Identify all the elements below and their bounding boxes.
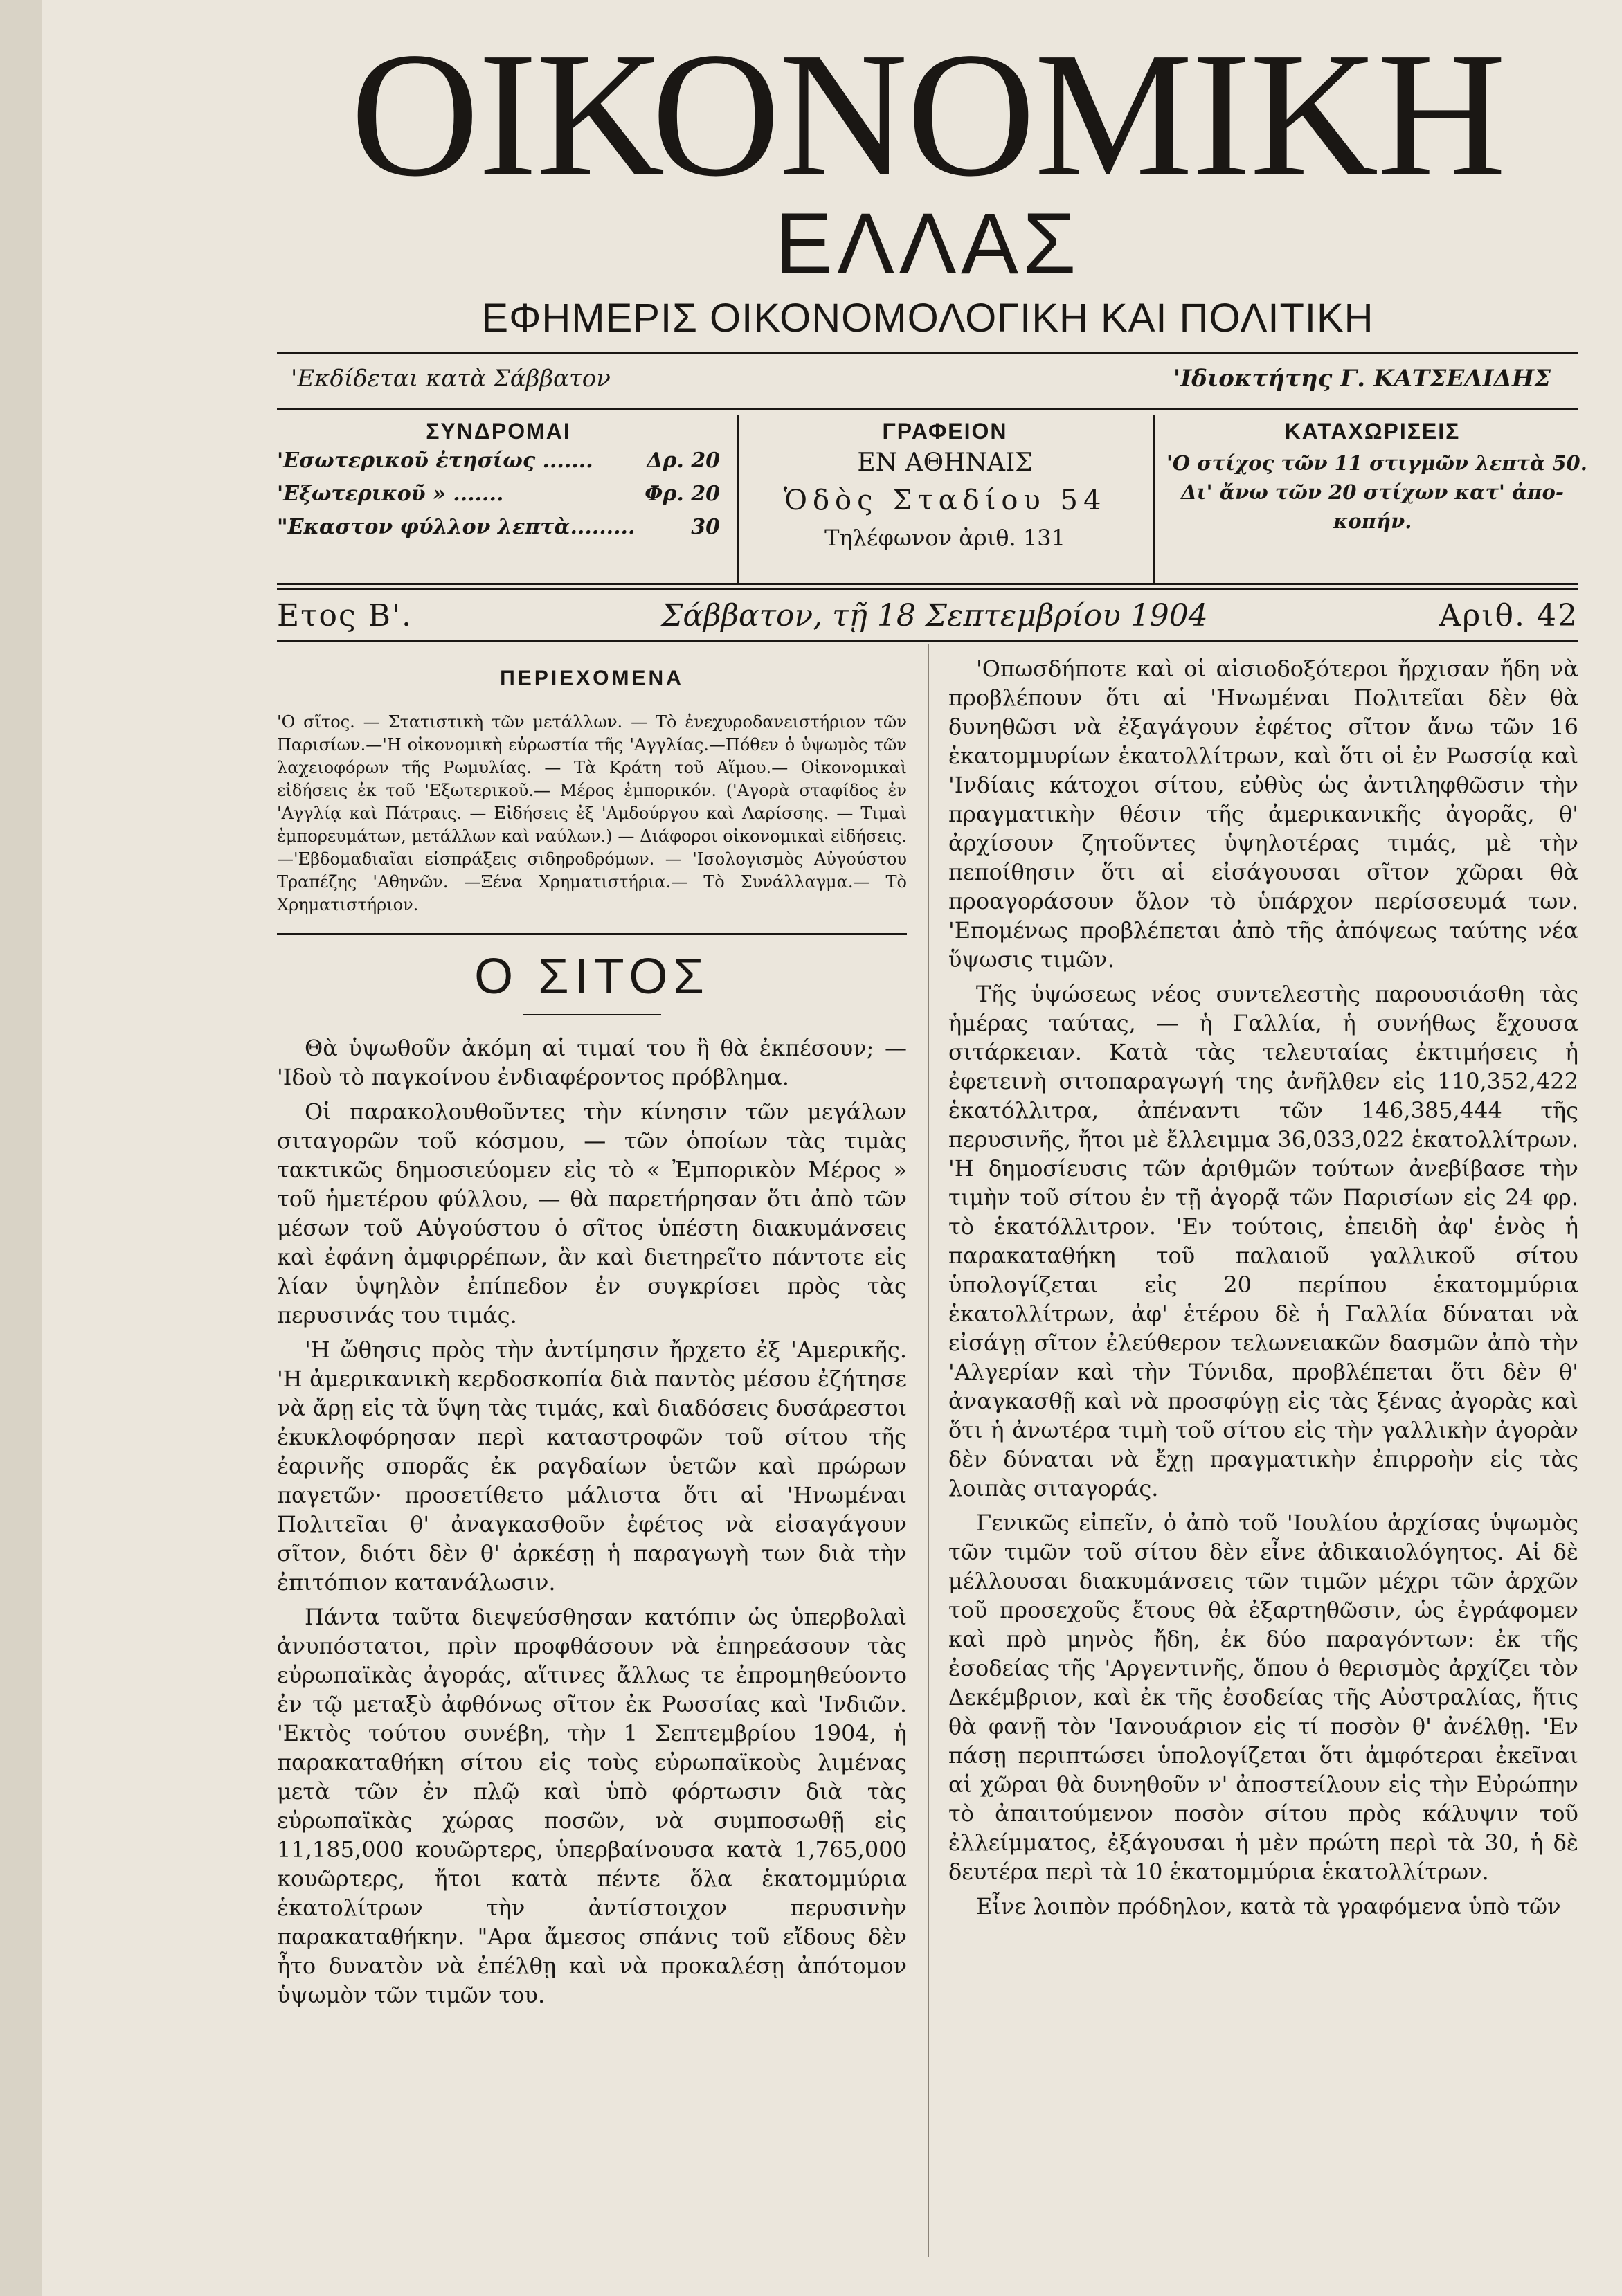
- rule-boxes-2: [277, 588, 1578, 590]
- masthead-title: ΟΙΚΟΝΟΜΙΚΗ: [350, 15, 1505, 213]
- rule-issue: [277, 640, 1578, 642]
- rule-boxes-1: [277, 583, 1578, 585]
- owner-line: 'Ιδιοκτήτης Γ. ΚΑΤΣΕΛΙΔΗΣ: [1173, 365, 1551, 392]
- article-paragraph: Τῆς ὑψώσεως νέος συντελεστὴς παρουσιάσθη τὰς ἡμέρας ταύτας, — ἡ Γαλλία, ἡ συνήθως ἔχουσα σιτάρκειαν. Κατὰ τὰς τελευταίας ἐκτιμήσεις ἡ ἐφετεινὴ σιτοπαραγωγή της ἀνῆλθεν εἰς 110,352,422 ἑκατόλλιτρα, ἀπέναντι τῶν 146,385,444 τῆς περυσινῆς, ἤτοι μὲ ἔλλειμμα 36,033,022 ἑκατολλίτρων. 'Η δημοσίευσις τῶν ἀριθμῶν τούτων ἀνεβίβασε τὴν τιμὴν τοῦ σίτου ἐν τῇ ἀγορᾷ τῶν Παρισίων εἰς 24 φρ. τὸ ἑκατόλλιτρον. 'Εν τούτοις, ἐπειδὴ ἀφ' ἑνὸς ἡ παρακαταθήκη τοῦ παλαιοῦ γαλλικοῦ σίτου ὑπολογίζεται εἰς 20 περίπου ἑκατομμύρια ἑκατολλίτρων, ἀφ' ἑτέρου δὲ ἡ Γαλλία δύναται νὰ εἰσάγῃ σῖτον ἐλεύθερον τελωνειακῶν δασμῶν ἀπὸ τὴν 'Αλγερίαν καὶ τὴν Τύνιδα, προβλέπεται ὅτι δὲν θ' ἀναγκασθῇ καὶ νὰ προσφύγῃ εἰς τὰς ξένας ἀγορὰς καὶ ὅτι ἡ ἀνωτέρα τιμὴ τοῦ σίτου εἰς τὴν γαλλικὴν ἀγορὰν δὲν δύναται νὰ ἔχῃ πραγματικὴν ἐπιρροὴν εἰς τὰς λοιπὰς σιταγοράς.: [948, 981, 1578, 1501]
- subscription-row-foreign: [277, 482, 720, 515]
- subscription-row-single-issue: [277, 515, 720, 548]
- article-left-text: [277, 1033, 907, 2009]
- office-city: ΕΝ ΑΘΗΝΑΙΣ: [857, 449, 1033, 477]
- subscription-value: Φρ. 20: [645, 482, 720, 506]
- rule-contents: [277, 933, 907, 935]
- left-column: [277, 654, 907, 2015]
- masthead-tagline: ΕΦΗΜΕΡΙΣ ΟΙΚΟΝΟΜΟΛΟΓΙΚΗ ΚΑΙ ΠΟΛΙΤΙΚΗ: [481, 296, 1374, 341]
- newspaper-sheet: [42, 0, 1622, 2296]
- publication-schedule: 'Εκδίδεται κατὰ Σάββατον: [291, 365, 611, 392]
- article-title: Ο ΣΙΤΟΣ: [474, 949, 710, 1004]
- subscription-label: 'Εξωτερικοῦ » .......: [277, 482, 504, 506]
- right-column: [948, 654, 1578, 1926]
- masthead-subtitle: ΕΛΛΑΣ: [775, 196, 1081, 292]
- subscriptions-box: [277, 419, 720, 548]
- office-phone: Τηλέφωνον ἀριθ. 131: [824, 525, 1065, 551]
- article-paragraph: Πάντα ταῦτα διεψεύσθησαν κατόπιν ὡς ὑπερβολαὶ ἀνυπόστατοι, πρὶν προφθάσουν νὰ ἐπηρεάσουν τὰς εὐρωπαϊκὰς ἀγοράς, αἵτινες ἄλλως τε ἐπρομηθεύοντο ἐν τῷ μεταξὺ ἀφθόνως σῖτον ἐκ Ρωσσίας καὶ 'Ινδιῶν. 'Εκτὸς τούτου συνέβη, τὴν 1 Σεπτεμβρίου 1904, ἡ παρακαταθήκη σίτου εἰς τοὺς εὐρωπαϊκοὺς λιμένας μετὰ τῶν ἐν πλῷ καὶ ὑπὸ φόρτωσιν διὰ τὰς εὐρωπαϊκὰς χώρας ποσῶν, νὰ συμποσωθῇ εἰς 11,185,000 κουῶρτερς, ὑπερβαίνουσα κατὰ 1,765,000 κουῶρτερς, ἤτοι κατὰ πέντε ὅλα ἑκατομμύρια ἑκατολίτρων τὴν ἀντίστοιχον περυσινὴν παρακαταθήκην. "Αρα ἄμεσος σπάνις τοῦ εἴδους δὲν ἦτο δυνατὸν νὰ ἐπέλθῃ καὶ νὰ προκαλέσῃ ἀπότομον ὑψωμὸν τῶν τιμῶν του.: [277, 1604, 907, 2008]
- office-box: [748, 419, 1142, 555]
- box-divider-2: [1153, 415, 1155, 585]
- contents-heading: ΠΕΡΙΕΧΟΜΕΝΑ: [500, 667, 684, 689]
- article-right-text: [948, 654, 1578, 1921]
- subscription-value: 30: [691, 515, 720, 539]
- ads-line-1: 'Ο στίχος τῶν 11 στιγμῶν λεπτὰ 50.: [1166, 451, 1587, 475]
- article-paragraph: Γενικῶς εἰπεῖν, ὁ ἀπὸ τοῦ 'Ιουλίου ἀρχίσας ὑψωμὸς τῶν τιμῶν τοῦ σίτου δὲν εἶνε ἀδικαιολόγητος. Αἱ δὲ μέλλουσαι διακυμάνσεις τῶν τιμῶν μέχρι τῶν ἀρχῶν τοῦ προσεχοῦς ἔτους θὰ ἐξαρτηθῶσιν, ὡς ἐγράφομεν καὶ πρὸ μηνὸς ἤδη, ἐκ δύο παραγόντων: ἐκ τῆς ἐσοδείας τῆς 'Αργεντινῆς, ὅπου ὁ θερισμὸς ἀρχίζει τὸν Δεκέμβριον, καὶ ἐκ τῆς ἐσοδείας τῆς Αὐστραλίας, ἥτις θὰ φανῇ τὸν 'Ιανουάριον εἰς τί ποσὸν θ' ἀνέλθῃ. 'Εν πάσῃ περιπτώσει ὑπολογίζεται ὅτι ἀμφότεραι ἐκεῖναι αἱ χῶραι θὰ δυνηθοῦν ν' ἀποστείλουν εἰς τὴν Εὐρώπην τὸ ἀπαιτούμενον ποσὸν σίτου πρὸς κάλυψιν τοῦ ἐλλείμματος, ἐξάγουσαι ἡ μὲν πρώτη περὶ τὰ 30, ἡ δὲ δευτέρα περὶ τὰ 10 ἑκατομμύρια ἑκατολλίτρων.: [948, 1510, 1578, 1885]
- article-paragraph: 'Η ὤθησις πρὸς τὴν ἀντίμησιν ἤρχετο ἐξ 'Αμερικῆς. 'Η ἀμερικανικὴ κερδοσκοπία διὰ παντὸς μέσου ἐζήτησε νὰ ἄρῃ εἰς τὰ ὕψη τὰς τιμάς, καὶ διαδόσεις δυσάρεστοι ἐκυκλοφόρησαν περὶ καταστροφῶν τοῦ σίτου τῆς ἐαρινῆς σπορᾶς ἐκ ραγδαίων ὑετῶν καὶ πρώρων παγετῶν· προσετίθετο μάλιστα ὅτι αἱ 'Ηνωμέναι Πολιτεῖαι θ' ἀναγκασθοῦν ἐφέτος νὰ εἰσαγάγουν σῖτον, διότι δὲν θ' ἀρκέσῃ ἡ παραγωγὴ των διὰ τὴν ἐπιτόπιον κατανάλωσιν.: [277, 1337, 907, 1596]
- office-heading: ΓΡΑΦΕΙΟΝ: [882, 419, 1008, 444]
- ads-line-3: κοπήν.: [1333, 509, 1412, 533]
- article-paragraph: 'Οπωσδήποτε καὶ οἱ αἰσιοδοξότεροι ἤρχισαν ἤδη νὰ προβλέπουν ὅτι αἱ 'Ηνωμέναι Πολιτεῖαι δὲν θὰ δυνηθῶσι νὰ ἐξαγάγουν ἐφέτος σῖτον ἄνω τῶν 16 ἑκατομμυρίων ἑκατολλίτρων, καὶ ὅτι οἱ ἐν Ρωσσίᾳ καὶ 'Ινδίαις κάτοχοι σίτου, εὐθὺς ὡς ἀντιληφθῶσιν τὴν πραγματικὴν θέσιν τῆς ἀμερικανικῆς ἀγορᾶς, θ' ἀρχίσουν ζητοῦντες ὑψηλοτέρας τιμάς, μὲ τὴν πεποίθησιν ὅτι αἱ εἰσάγουσαι σῖτον χῶραι θὰ προαγοράσουν ὅλον τὸ ὑπάρχον περίσσευμά των. 'Επομένως προβλέπεται ἀπὸ τῆς ἀπόψεως ταύτης νέα ὕψωσις τιμῶν.: [948, 656, 1578, 973]
- rule-top: [277, 352, 1578, 354]
- box-divider-1: [737, 415, 739, 585]
- column-divider: [928, 644, 929, 2257]
- contents-text: 'Ο σῖτος. — Στατιστικὴ τῶν μετάλλων. — Τὸ ἐνεχυροδανειστήριον τῶν Παρισίων.—'Η οἰκονομικὴ εὐρωστία τῆς 'Αγγλίας.—Πόθεν ὁ ὑψωμὸς τῶν λαχειοφόρων τῆς Ρωμυλίας. — Τὰ Κράτη τοῦ Αἵμου.— Οἰκονομικαὶ εἰδήσεις ἐκ τοῦ 'Εξωτερικοῦ.— Μέρος ἐμπορικόν. ('Αγορὰ σταφίδος ἐν 'Αγγλίᾳ καὶ Πάτραις. — Εἰδήσεις ἐξ 'Αμδούργου καὶ Λαρίσσης. — Τιμαὶ ἐμπορευμάτων, μετάλλων καὶ ναύλων.) — Διάφοροι οἰκονομικαὶ εἰδήσεις.—'Εβδομαδιαῖαι εἰσπράξεις σιδηροδρόμων. — 'Ισολογισμὸς Αὐγούστου Τραπέζης 'Αθηνῶν. —Ξένα Χρηματιστήρια.— Τὸ Συνάλλαγμα.— Τὸ Χρηματιστήριον.: [277, 712, 907, 914]
- issue-year: Ετος Β'.: [277, 598, 413, 633]
- subscription-value: Δρ. 20: [647, 449, 720, 473]
- article-paragraph: Εἶνε λοιπὸν πρόδηλον, κατὰ τὰ γραφόμενα ὑπὸ τῶν: [976, 1893, 1561, 1919]
- article-paragraph: Θὰ ὑψωθοῦν ἀκόμη αἱ τιμαί του ἢ θὰ ἐκπέσουν; — 'Ιδοὺ τὸ παγκοίνου ἐνδιαφέροντος πρόβλημα.: [277, 1035, 907, 1090]
- ads-box: [1166, 419, 1587, 536]
- rule-title: [523, 1014, 661, 1015]
- rule-info: [277, 408, 1578, 410]
- subscription-label: "Εκαστον φύλλον λεπτὰ.........: [277, 515, 636, 539]
- issue-date: Σάββατον, τῇ 18 Σεπτεμβρίου 1904: [661, 598, 1208, 633]
- office-street: Ὁδὸς Σταδίου 54: [783, 485, 1107, 516]
- subscription-label: 'Εσωτερικοῦ ἐτησίως .......: [277, 449, 593, 473]
- ads-line-2: Δι' ἄνω τῶν 20 στίχων κατ' ἀπο-: [1181, 480, 1564, 504]
- subscription-row-domestic: [277, 449, 720, 482]
- front-page: [277, 15, 1587, 2270]
- article-paragraph: Οἱ παρακολουθοῦντες τὴν κίνησιν τῶν μεγάλων σιταγορῶν τοῦ κόσμου, — τῶν ὁποίων τὰς τιμὰς τακτικῶς δημοσιεύομεν εἰς τὸ « Ἐμπορικὸν Μέρος » τοῦ ἡμετέρου φύλλου, — θὰ παρετήρησαν ὅτι ἀπὸ τῶν μέσων τοῦ Αὐγούστου ὁ σῖτος ὑπέστη διακυμάνσεις καὶ ἐφάνη ἀμφιρρέπων, ἂν καὶ διετηρεῖτο πάντοτε εἰς λίαν ὑψηλὸν ἐπίπεδον ἐν συγκρίσει πρὸς τὰς περυσινάς του τιμάς.: [277, 1099, 907, 1328]
- issue-number: Αριθ. 42: [1439, 598, 1578, 633]
- subscriptions-heading: ΣΥΝΔΡΟΜΑΙ: [426, 419, 571, 444]
- ads-heading: ΚΑΤΑΧΩΡΙΣΕΙΣ: [1284, 419, 1461, 444]
